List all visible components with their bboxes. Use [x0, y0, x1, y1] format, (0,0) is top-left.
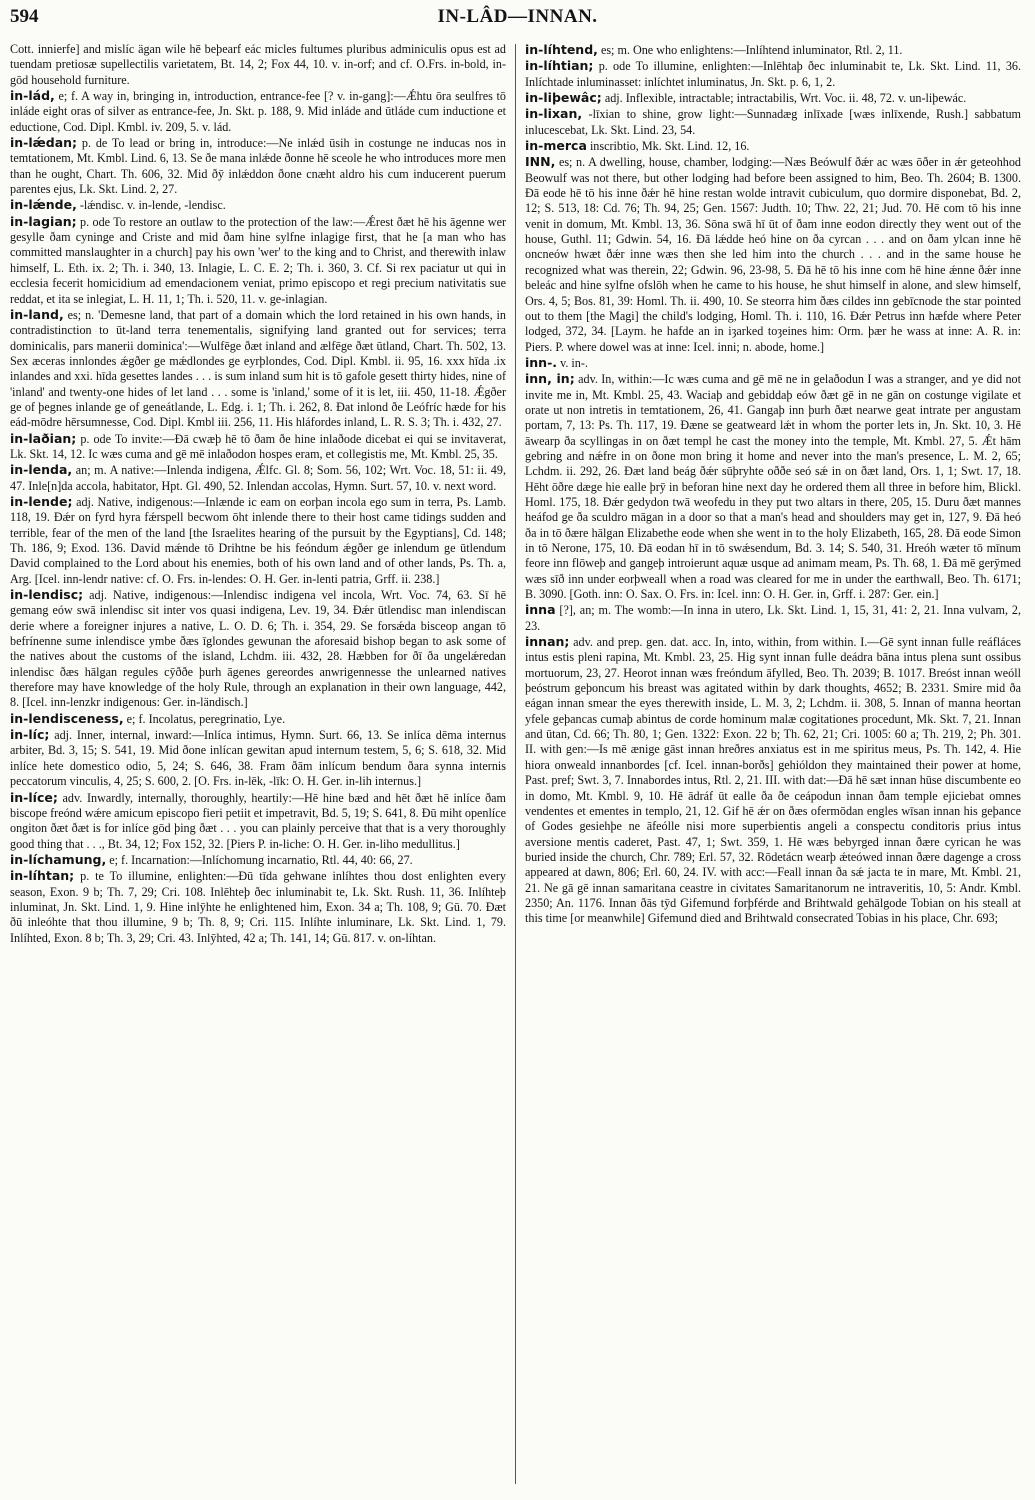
entry-definition: v. in-.	[560, 355, 588, 370]
entry-headword: in-lagian;	[10, 213, 77, 229]
dictionary-entry	[10, 135, 506, 197]
entry-headword: in-líchamung,	[10, 851, 107, 867]
entry-definition: es; n. A dwelling, house, chamber, lodging:—Næs Beówulf ðǽr ac wæs ōðer in ǽr geteohhod Beowulf was not there, but other lodging had before been assigned to him, Beo. Th. 2604; B. 1300. Ðā eode hē tō his inne ðǽr hē hine restan wolde intravit cubiculum, quo dormire disponebat, Bd. 2, 12; S. 513, 18: Cd. 76; Th. 94, 25; Gen. 1567: Judth. 10; Thw. 22, 21; Jud. 70. Hē com tō his inne venit in domum, Mt. Kmbl. 13, 36. Sōna swā hī ūt of ðam inne eodon directly they went out of the house, Guthl. 11; Gdwin. 54, 16. Ðā lǽdde heó hine on ða cyrcan . . . and on ðam ylcan inne hē oncneów hwæt ðǽr inne wæs then she led him into the church . . . and in the same house he recognized what was therein, 22; Gdwin. 96, 23-98, 5. Ðā hē tō his inne com hē hine ǽnne ðǽr inne beleác and hine sylfne ofslōh when he came to his house, he shut himself in alone, and slew himself, Ors. 4, 5; Bos. 81, 39: Homl. Th. ii. 490, 10. Se steorra him ðæs cildes inn gebīcnode the star pointed out to them [the Magi] the child's lodging, Homl. Th. i. 110, 16. Ðǽr Petrus inn hæfde where Peter lodged, 372, 34. [Laym. he hafde an in iȝarked toȝeines him: Orm. þær he wass at inne: A. R. in: Piers. P. where dowel was at inne: Icel. inni; n. abode, home.]	[525, 155, 1021, 354]
entry-headword: innan;	[525, 634, 570, 650]
entry-headword: inna	[525, 602, 556, 618]
dictionary-entry	[10, 587, 506, 711]
left-column	[10, 42, 506, 1492]
entry-headword: in-lende;	[10, 493, 73, 509]
entry-definition: e; f. Incolatus, peregrinatio, Lye.	[126, 711, 286, 726]
entry-definition: -lǽndisc. v. in-lende, -lendisc.	[79, 198, 226, 213]
dictionary-entry	[525, 602, 1021, 634]
dictionary-entry	[10, 868, 506, 946]
entry-headword: in-lendisc;	[10, 587, 84, 603]
entry-definition: adj. Inflexible, intractable; intractabilis, Wrt. Voc. ii. 48, 72. v. un-liþewác.	[604, 91, 967, 106]
dictionary-entry	[10, 711, 506, 727]
dictionary-entry	[525, 154, 1021, 354]
entry-definition: Cott. innierfe] and mislíc ägan wile hē beþearf eác micles fultumes pluribus adminiculis opus est ad tuendam pretiosæ supellectilis varietatem, Bt. 14, 2; Fox 44, 10. v. in-orf; and cf. O.Frs. in-bold, in-gōd household furniture.	[10, 42, 506, 87]
entry-definition: inscribtio, Mk. Skt. Lind. 12, 16.	[589, 139, 750, 154]
entry-definition: an; m. A native:—Inlenda indigena, Ǽlfc. Gl. 8; Som. 56, 102; Wrt. Voc. 18, 51: ii. 49, 47. Inle[n]da accola, habitator, Hpt. Gl. 490, 52. Inlendan accolas, Hymn. Surt. 57, 10. v. next word.	[10, 463, 506, 493]
entry-headword: in-liþewâc;	[525, 90, 602, 106]
entry-headword: in-lenda,	[10, 462, 73, 478]
dictionary-entry	[10, 790, 506, 852]
entry-headword: in-lendisceness,	[10, 710, 124, 726]
entry-definition: p. te To illumine, enlighten:—Ðū tīda gehwane inlíhtes thou dost enlighten every season, Exon. 9 b; Th. 7, 29; Cri. 108. Inlēhteþ ðec inluminabit te, Lk. Skt. Rush. 11, 36. Inlíhteþ inluminat, Jn. Skt. Lind. 1, 9. Hine inlȳhte he enlightened him, Exon. 34 a; Th. 108, 9; Gū. 70. Ðæt ðū inleóhte that thou illumine, 9 b; Th. 8, 9; Cri. 115. Inlíhte inluminare, Lk. Skt. Lind. 1, 79. Inlíhted, Exon. 8 b; Th. 3, 29; Cri. 43. Inlȳhted, 42 a; Th. 141, 14; Gū. 817. v. on-líhtan.	[10, 869, 506, 945]
entry-definition: adj. Inner, internal, inward:—Inlíca intimus, Hymn. Surt. 66, 13. Se inlíca dēma internus arbiter, Bd. 3, 15; S. 541, 19. Mid ðone inlícan gewitan apud internum testem, 5, 6; S. 618, 32. Mid inlíce hete domestico odio, 5, 24; S. 646, 38. Fram ðām inlícum bendum ðara synna internis peccatorum vinculis, 4, 25; S. 600, 2. [O. Frs. in-lēk, -līk: O. H. Ger. in-lih internus.]	[10, 728, 506, 789]
entry-definition: e; f. Incarnation:—Inlíchomung incarnatio, Rtl. 44, 40: 66, 27.	[109, 852, 413, 867]
entry-definition: p. ode To illumine, enlighten:—Inlēhtaþ ðec inluminabit te, Lk. Skt. Lind. 11, 36. Inlíchtade inluminasset: inlíchtet inluminatus, Jn. Skt. p. 6, 1, 2.	[525, 59, 1021, 89]
right-column	[525, 42, 1021, 1492]
entry-headword: in-líhtian;	[525, 58, 594, 74]
entry-definition: adj. Native, indigenous:—Inlænde ic eam on eorþan incola ego sum in terra, Ps. Lamb. 118, 19. Ðǽr on fyrd hyra fǽrspell becwom ōht inlende there to their host came tidings sudden and terrible, fear of the men of the land [the Israelites hearing of the pursuit by the Egyptians], Cd. 148; Th. 186, 9; Exod. 136. David mǽnde tō Drihtne be his feóndum ǽgðer ge inlendum ge ūtlendum David complained to the Lord about his enemies, both of his own land and of other lands, Ps. Th. a, Arg. [Icel. inn-lendr native: cf. O. Frs. in-lendes: O. H. Ger. in-lenti patria, Grff. ii. 238.]	[10, 494, 506, 586]
entry-headword: in-líce;	[10, 789, 58, 805]
dictionary-entry	[10, 197, 506, 213]
entry-definition: p. ode To restore an outlaw to the protection of the law:—Ǽrest ðæt hē his āgenne wer gesylle ðam cyninge and Criste and mid ðam hine sylfne inlagige first, that he [a man who has committed manslaughter in a church] pay his own 'wer' to the king and to Christ, and therewith inlaw himself, L. Eth. ix. 2; Th. i. 340, 13. Inlagie, L. C. E. 2; Th. i. 360, 3. Cf. Si rex paciatur ut qui in ecclesia fecerit homicidium ad emendacionem veniat, primo episcopo et regi precium nativitatis sue reddat, et ita se inlegiat, L. H. 11, 1; Th. i. 520, 11. v. ge-inlagian.	[10, 214, 506, 306]
dictionary-entry	[10, 494, 506, 587]
dictionary-entry	[525, 634, 1021, 927]
entry-definition: adv. In, within:—Ic wæs cuma and gē mē ne in gelaðodun I was a stranger, and ye did not invite me in, Mt. Kmbl. 25, 43. Waciaþ and gebiddaþ eów ðæt gē in ne gān on costunge vigilate et orate ut non intretis in temtationem, 26, 41. Gangaþ inn þurh ðæt nearwe geat intrate per angustam portam, 7, 13: Ps. Th. 117, 19. Ðæne se geatweard lǽt in whom the porter lets in, Jn. Skt. 10, 3. Hē āwearp ða scyllingas in on ðæt templ he cast the money into the temple, Mt. Kmbl. 27, 5. Ǽt hām gebring and nǽfre in on ðone mon bring it home and never into the man's presence, L. M. 2, 65; Lchdm. ii. 292, 26. Ðæt land beág ðǽr sūþryhte oððe seó sǽ in on ðæt land, Ors. 1, 1; Swt. 17, 18. Hēht ōðre dæge hie ealle þrȳ in beforan hine next day he ordered them all three in before him, Blickl. Homl. 175, 18. Ðǽr gedydon twā weofedu in they put two altars in there, 205, 15. Duru ðæt mannes heáfod ge ða sculdro māgan in a door so that a man's head and shoulders may get in, 127, 9. Ðā heó ða in tō ðære hālgan Elizabethe eode when she went in to the holy Elizabeth, 165, 28. Ðā eode Simon in tō Nerone, 175, 10. Ðā eodan hī in tō swǽsendum, Bd. 3. 14; S. 540, 31. Hreóh wæter tō mīnum feore inn flōweþ and gangeþ introierunt aquæ usque ad animam meam, Ps. Th. 68, 1. Ðā mē gerȳmed wæs sīð inn under eorþweall when a road was cleared for me in under the earthwall, Beo. Th. 6171; B. 3090. [Goth. inn: O. Sax. O. Frs. in: Icel. inn: O. H. Ger. in, Grff. i. 287: Ger. ein.]	[525, 372, 1021, 602]
entry-headword: in-land,	[10, 306, 64, 322]
dictionary-entry	[525, 42, 1021, 58]
entry-definition: e; f. A way in, bringing in, introduction, entrance-fee [? v. in-gang]:—Ǽhtu ōra seulfres tō inláde eight oras of silver as entrance-fee, Jn. Skt. p. 188, 9. Mid inláde and ūtláde cum inductione et eductione, Cod. Dipl. Kmbl. iv. 209, 5. v. lád.	[10, 89, 506, 134]
dictionary-entry	[525, 355, 1021, 371]
dictionary-entry	[10, 727, 506, 789]
dictionary-entry	[10, 307, 506, 431]
entry-headword: in-laðian;	[10, 430, 77, 446]
entry-headword: in-lǽdan;	[10, 135, 78, 151]
entry-definition: p. de To lead or bring in, introduce:—Ne inlǽd ūsih in costunge ne inducas nos in temtationem, Mt. Kmbl. Lind. 6, 13. Se ðe mana inlǽde ðonne hē sceole he who introduces more men than he ought, Chart. Th. 606, 32. Mid ðȳ inlǽddon ðone cnæht aldro his cum inducerent puerum parentes ejus, Lk. Skt. Lind. 2, 27.	[10, 136, 506, 197]
entry-definition: es; n. 'Demesne land, that part of a domain which the lord retained in his own hands, in contradistinction to ūt-land terra tenementalis, signifying land granted out for services; terra dominicalis, pars manerii dominica':—Wulfēge ðæt inland and ælfēge ðæt ūtland, Chart. Th. 502, 13. Sex æceras innlondes ǽgðer ge mǽdlondes ge eyrþlondes, Cod. Dipl. Kmbl. ii. 95, 16. xxx hīda .ix inlandes and xxi. hīda gesettes landes . . . is sum inland sum hit is tō gafole gesett thirty hides, nine of 'inland' and twenty-one hides of let land . . . some is 'inland,' some of it is let, iii. 450, 11-18. Ǽgðer ge of þegnes inlande ge of geneátlande, L. Edg. i. 1; Th. i. 262, 8. Ðat inlond ðe Leófríc hæde for his eád-mōdre hērsumnesse, Cod. Dipl. Kmbl iii. 256, 11. His hláfordes inland, L. R. S. 3; Th. i. 432, 27.	[10, 307, 506, 430]
dictionary-entry	[10, 462, 506, 494]
column-divider	[515, 44, 516, 1484]
entry-headword: INN,	[525, 154, 556, 170]
entry-definition: [?], an; m. The womb:—In inna in utero, Lk. Skt. Lind. 1, 15, 31, 41: 2, 21. Inna vulvam, 2, 23.	[525, 603, 1021, 633]
entry-headword: in-lǽnde,	[10, 197, 77, 213]
entry-headword: in-merca	[525, 138, 587, 154]
entry-definition: -līxian to shine, grow light:—Sunnadæg inlīxade [wæs inlīxende, Rush.] sabbatum inlucescebat, Lk. Skt. Lind. 23, 54.	[525, 107, 1021, 137]
dictionary-entry	[10, 431, 506, 463]
entry-headword: in-líhtan;	[10, 868, 75, 884]
dictionary-entry	[525, 58, 1021, 90]
page-header	[0, 6, 1035, 36]
dictionary-entry	[525, 138, 1021, 154]
dictionary-entry	[10, 214, 506, 307]
dictionary-entry	[525, 371, 1021, 602]
entry-headword: in-líhtend,	[525, 42, 598, 57]
dictionary-entry	[525, 106, 1021, 138]
dictionary-entry	[525, 90, 1021, 106]
entry-definition: p. ode To invite:—Ðā cwæþ hē tō ðam ðe hine inlaðode dicebat ei qui se invitaverat, Lk. Skt. 14, 12. Ic wæs cuma and gē mē inlaðodon hospes eram, et collegistis me, Mt. Kmbl. 25, 35.	[10, 431, 506, 461]
entry-definition: adv. and prep. gen. dat. acc. In, into, within, from within. I.—Gē synt innan fulle reáfláces intus estis pleni rapina, Mt. Kmbl. 23, 25. Hig synt innan fulle deádra bāna intus plena sunt ossibus mortuorum, 23, 27. Heorot innan wæs freóndum āfylled, Beo. Th. 2039; B. 1017. Breóst innan weóll þeóstrum geþoncum his breast was agitated within by dark thoughts, 4652; B. 2331. Smire mid ða eágan innan smear the eyes therewith inside, L. M. 3, 2; Lchdm. ii. 308, 5. Innan of manna heortan yfele geþancas cumaþ abintus de corde hominum malæ cogitationes procedunt, Mk. Skt. 7, 21. Innan and ūtan, Cd. 66; Th. 80, 1; Gen. 1322: Exon. 22 b; Th. 62, 21; Cri. 1005: 60 a; Th. 219, 2; Ph. 301. II. with gen:—Is mē ænige gāst innan hreðres anxiatus est in me spiritus meus, Ps. Th. 142, 4. Hie hiora onweald innanbordes [cf. Icel. innan-borðs] gehióldon they maintained their power at home, Past. pref; Swt. 3, 7. Innabordes intus, Rtl. 2, 21. III. with dat:—Ðā hē sæt innan hūse discumbente eo in domo, Mt. Kmbl. 9, 10. Hē ādráf ūt ealle ða ðe ceápodun innan ðam temple ejiciebat omnes vendentes et ementes in templo, 21, 12. Gif hē ǽr on ðæs ofermōdan engles wīsan innan his geþance of Godes gesiehþe ne āfeólle nisi more superbientis angeli a conspectu conditoris prius intus aversione mentis caderet, Past. 47, 1; Swt. 359, 1. Hē wæs bebyrged innan ðære cyrican he was buried inside the church, Chr. 789; Erl. 57, 32. Rōdetácn wearþ ǽteówed innan ðære dagenge a cross appeared at dawn, 806; Erl. 60, 24. IV. with acc:—Feall innan ða sǽ jacta te in mare, Mt. Kmbl. 21, 21. Ne gā gē innan samaritana ceastre in civitates Samaritanorum ne intraveritis, 10, 5: Andr. Kmbl. 2350; An. 1176. Innan ðās tȳd Gifemund forþférde and Brihtwald gehālgode Tobian on his steall at this time [or meanwhile] Gifemund died and Brihtwald consecrated Tobias in his place, Chr. 693;	[525, 635, 1021, 926]
entry-headword: in-lád,	[10, 88, 55, 104]
running-title: IN-LÂD—INNAN.	[437, 6, 598, 27]
entry-definition: adj. Native, indigenous:—Inlendisc indigena vel incola, Wrt. Voc. 74, 63. Sī hē gemang eów swā inlendisc sit inter vos quasi indigena, Lev. 19, 34. Ðǽr ūtlendisc man inlendiscan derie where a foreigner injures a native, L. O. D. 6; Th. i. 354, 29. Se forsǽda bisceop angan tō befrínenne sume inlendisce ymbe ðæs īglondes gewunan the aforesaid bishop began to ask some of the natives about the customs of the island, Lchdm. iii. 432, 28. Hæbben for ðī ða ungelǽredan inlendisc ðæs hālgan regules cȳððe þurh āgenes gereordes anwrigennesse the unlearned natives therefore may have knowledge of the holy Rule, through an explanation in their own language, 442, 8. [Icel. inn-lenzkr indigenous: Ger. in-ländisch.]	[10, 588, 506, 710]
dictionary-entry	[10, 88, 506, 135]
entry-definition: es; m. One who enlightens:—Inlíhtend inluminator, Rtl. 2, 11.	[600, 43, 903, 57]
entry-headword: in-lixan,	[525, 106, 583, 122]
entry-headword: in-líc;	[10, 727, 50, 743]
dictionary-entry	[10, 42, 506, 88]
entry-definition: adv. Inwardly, internally, thoroughly, heartily:—Hē hine bæd and hēt ðæt hē inlíce ðam biscope freónd wǽre amicum episcopo fieri petiit et impetravit, Bd. 5, 19; S. 641, 8. Ðū miht openlíce ongiton ðæt ðæt is for inlíce gōd þing ðæt . . . you can plainly perceive that that is a very thoroughly good thing that . . ., Bt. 34, 12; Fox 152, 32. [Piers P. in-liche: O. H. Ger. in-liho medullitus.]	[10, 790, 506, 851]
entry-headword: inn-.	[525, 354, 558, 370]
page-number: 594	[10, 6, 39, 27]
entry-headword: inn, in;	[525, 371, 575, 387]
dictionary-entry	[10, 852, 506, 868]
